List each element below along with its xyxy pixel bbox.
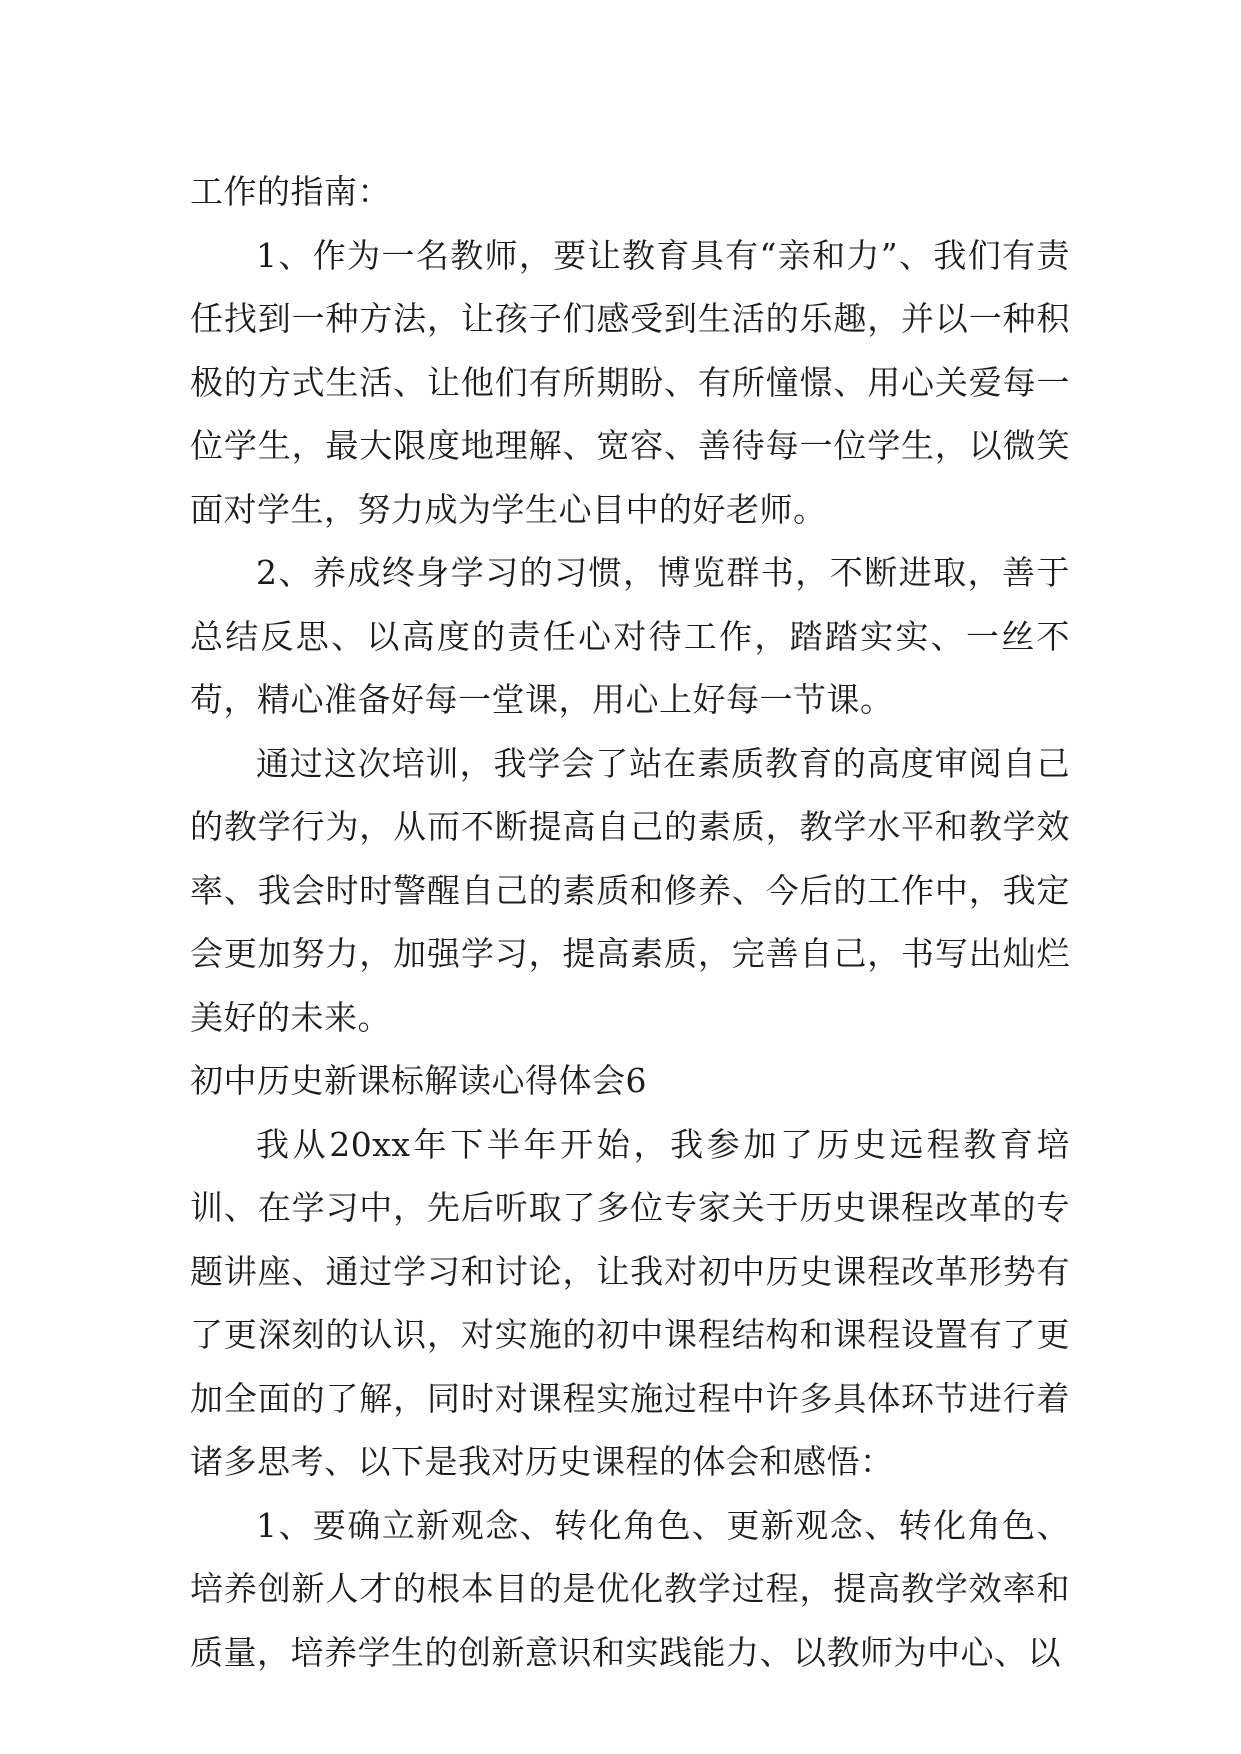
paragraph-item-1: 1、作为一名教师，要让教育具有“亲和力”、我们有责任找到一种方法，让孩子们感受到生活的乐趣，并以一种积极的方式生活、让他们有所期盼、有所憧憬、用心关爱每一位学生，最大限度地理解、宽容、善待每一位学生，以微笑面对学生，努力成为学生心目中的好老师。 xyxy=(190,235,1070,529)
paragraph-summary: 通过这次培训，我学会了站在素质教育的高度审阅自己的教学行为，从而不断提高自己的素质，教学水平和教学效率、我会时时警醒自己的素质和修养、今后的工作中，我定会更加努力，加强学习，提高素质，完善自己，书写出灿烂美好的未来。 xyxy=(190,743,1070,1037)
paragraph-continuation: 工作的指南： xyxy=(190,172,391,211)
document-body xyxy=(190,160,1070,1684)
section-heading: 初中历史新课标解读心得体会6 xyxy=(190,1061,647,1100)
paragraph-intro: 我从20xx年下半年开始，我参加了历史远程教育培训、在学习中，先后听取了多位专家关于历史课程改革的专题讲座、通过学习和讨论，让我对初中历史课程改革形势有了更深刻的认识，对实施的初中课程结构和课程设置有了更加全面的了解，同时对课程实施过程中许多具体环节进行着诸多思考、以下是我对历史课程的体会和感悟： xyxy=(190,1124,1070,1481)
paragraph-item-1-new: 1、要确立新观念、转化角色、更新观念、转化角色、培养创新人才的根本目的是优化教学过程，提高教学效率和质量，培养学生的创新意识和实践能力、以教师为中心、以 xyxy=(190,1505,1070,1672)
paragraph-item-2: 2、养成终身学习的习惯，博览群书，不断进取，善于总结反思、以高度的责任心对待工作，踏踏实实、一丝不苟，精心准备好每一堂课，用心上好每一节课。 xyxy=(190,553,1070,719)
